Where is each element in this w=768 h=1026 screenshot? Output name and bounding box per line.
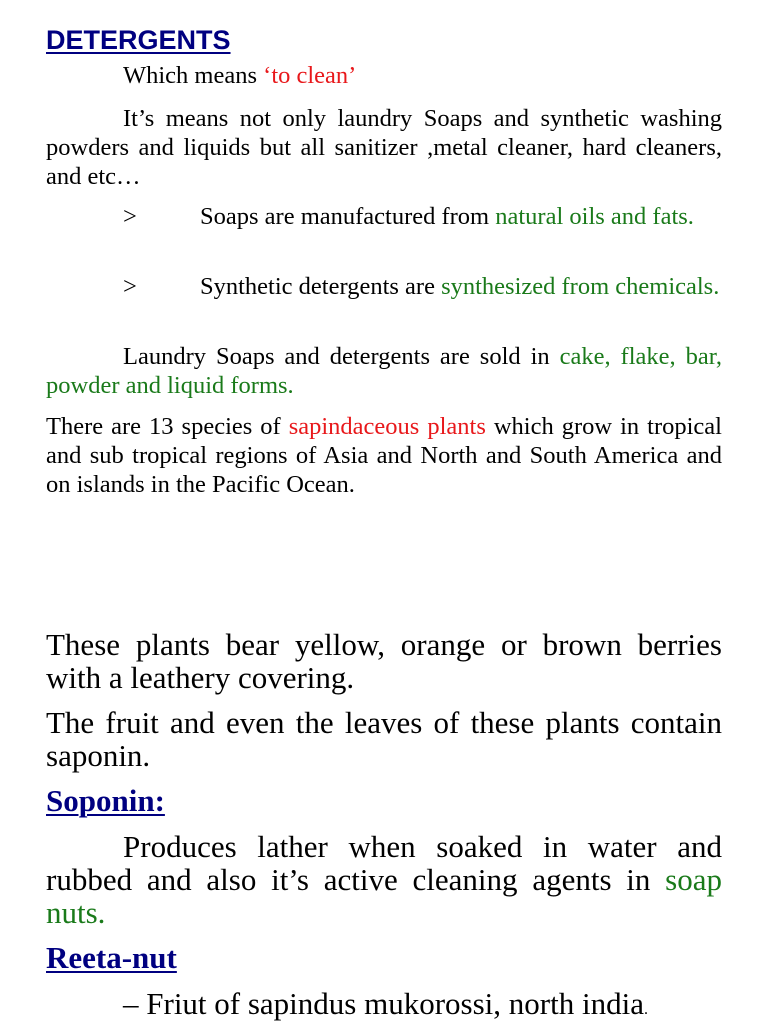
fruit-leaves-paragraph: The fruit and even the leaves of these plants contain saponin.	[46, 705, 722, 773]
sapindaceous-highlight: sapindaceous plants	[288, 413, 486, 440]
detergents-heading: DETERGENTS	[46, 25, 231, 55]
bullet-marker: >	[123, 203, 137, 230]
species-prefix: There are 13 species of	[46, 413, 289, 440]
species-paragraph	[46, 412, 722, 499]
soap-nuts-highlight: soap nuts.	[46, 862, 722, 930]
natural-oils-highlight: natural oils and fats.	[495, 203, 694, 230]
produces-lather-paragraph	[46, 830, 722, 929]
soponin-heading: Soponin:	[46, 783, 165, 818]
soaps-bullet-text: Soaps are manufactured from	[200, 203, 496, 230]
to-clean-highlight: ‘to clean’	[263, 62, 357, 89]
bullet-marker: >	[123, 273, 137, 300]
reeta-nut-heading: Reeta-nut	[46, 940, 177, 975]
plants-bear-paragraph: These plants bear yellow, orange or brown berries with a leathery covering.	[46, 627, 722, 695]
laundry-sold-text: Laundry Soaps and detergents are sold in	[123, 343, 560, 370]
which-means-line	[46, 61, 722, 90]
synthesized-highlight: synthesized from chemicals.	[441, 273, 720, 300]
its-means-paragraph: It’s means not only laundry Soaps and synthetic washing powders and liquids but all sanitizer ,metal cleaner, hard cleaners, and etc…	[46, 105, 722, 190]
friut-line	[46, 987, 722, 1026]
which-means-text: Which means	[123, 62, 264, 89]
forms-highlight: cake, flake, bar, powder and liquid forms.	[46, 343, 723, 399]
species-suffix: which grow in tropical and sub tropical regions of Asia and North and South America and on islands in the Pacific Ocean.	[46, 413, 722, 498]
friut-text: – Friut of sapindus mukorossi, north india	[123, 986, 644, 1021]
produces-lather-text: Produces lather when soaked in water and rubbed and also it’s active cleaning agents in	[46, 829, 722, 897]
friut-period: .	[643, 1001, 648, 1018]
laundry-sold-paragraph	[46, 342, 722, 400]
synthetic-bullet	[46, 272, 722, 301]
soaps-bullet	[46, 202, 722, 231]
synthetic-bullet-text: Synthetic detergents are	[200, 273, 442, 300]
